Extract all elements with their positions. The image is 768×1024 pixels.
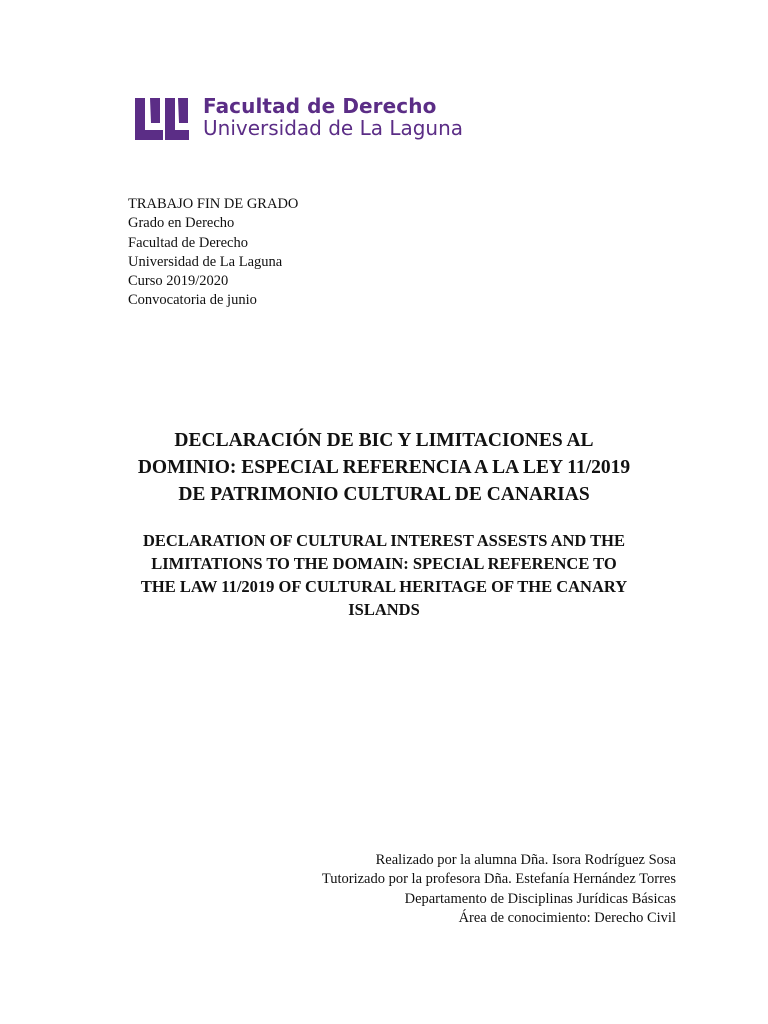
info-line-university: Universidad de La Laguna: [128, 253, 283, 270]
credit-area: Área de conocimiento: Derecho Civil: [458, 910, 676, 927]
logo-faculty-name: Facultad de Derecho: [203, 94, 437, 118]
title-english-line: DECLARATION OF CULTURAL INTEREST ASSESTS AND THE: [142, 531, 626, 550]
credit-author: Realizado por la alumna Dña. Isora Rodríguez Sosa: [375, 852, 676, 868]
info-line-faculty: Facultad de Derecho: [128, 234, 248, 251]
logo-text: [203, 96, 463, 139]
title-spanish-line: DECLARACIÓN DE BIC Y LIMITACIONES AL: [174, 430, 594, 451]
title-spanish: [0, 427, 768, 508]
title-english-line: LIMITATIONS TO THE DOMAIN: SPECIAL REFERENCE TO: [151, 554, 617, 573]
credits-block: [322, 851, 676, 929]
info-line-course: Curso 2019/2020: [128, 273, 229, 290]
title-spanish-line: DE PATRIMONIO CULTURAL DE CANARIAS: [178, 484, 590, 505]
title-english: [0, 529, 768, 621]
info-line-type: TRABAJO FIN DE GRADO: [128, 196, 299, 212]
title-spanish-line: DOMINIO: ESPECIAL REFERENCIA A LA LEY 11/2019: [137, 457, 631, 478]
info-line-degree: Grado en Derecho: [128, 215, 235, 232]
title-english-line: ISLANDS: [348, 600, 420, 619]
ull-logo-mark-icon: [133, 96, 191, 140]
credit-tutor: Tutorizado por la profesora Dña. Estefanía Hernández Torres: [321, 871, 676, 888]
info-line-call: Convocatoria de junio: [128, 292, 257, 309]
logo-university-name: Universidad de La Laguna: [203, 116, 464, 140]
thesis-info-block: [128, 195, 298, 311]
credit-department: Departamento de Disciplinas Jurídicas Básicas: [404, 890, 676, 907]
faculty-logo: [133, 96, 463, 140]
title-english-line: THE LAW 11/2019 OF CULTURAL HERITAGE OF THE CANARY: [140, 577, 628, 596]
